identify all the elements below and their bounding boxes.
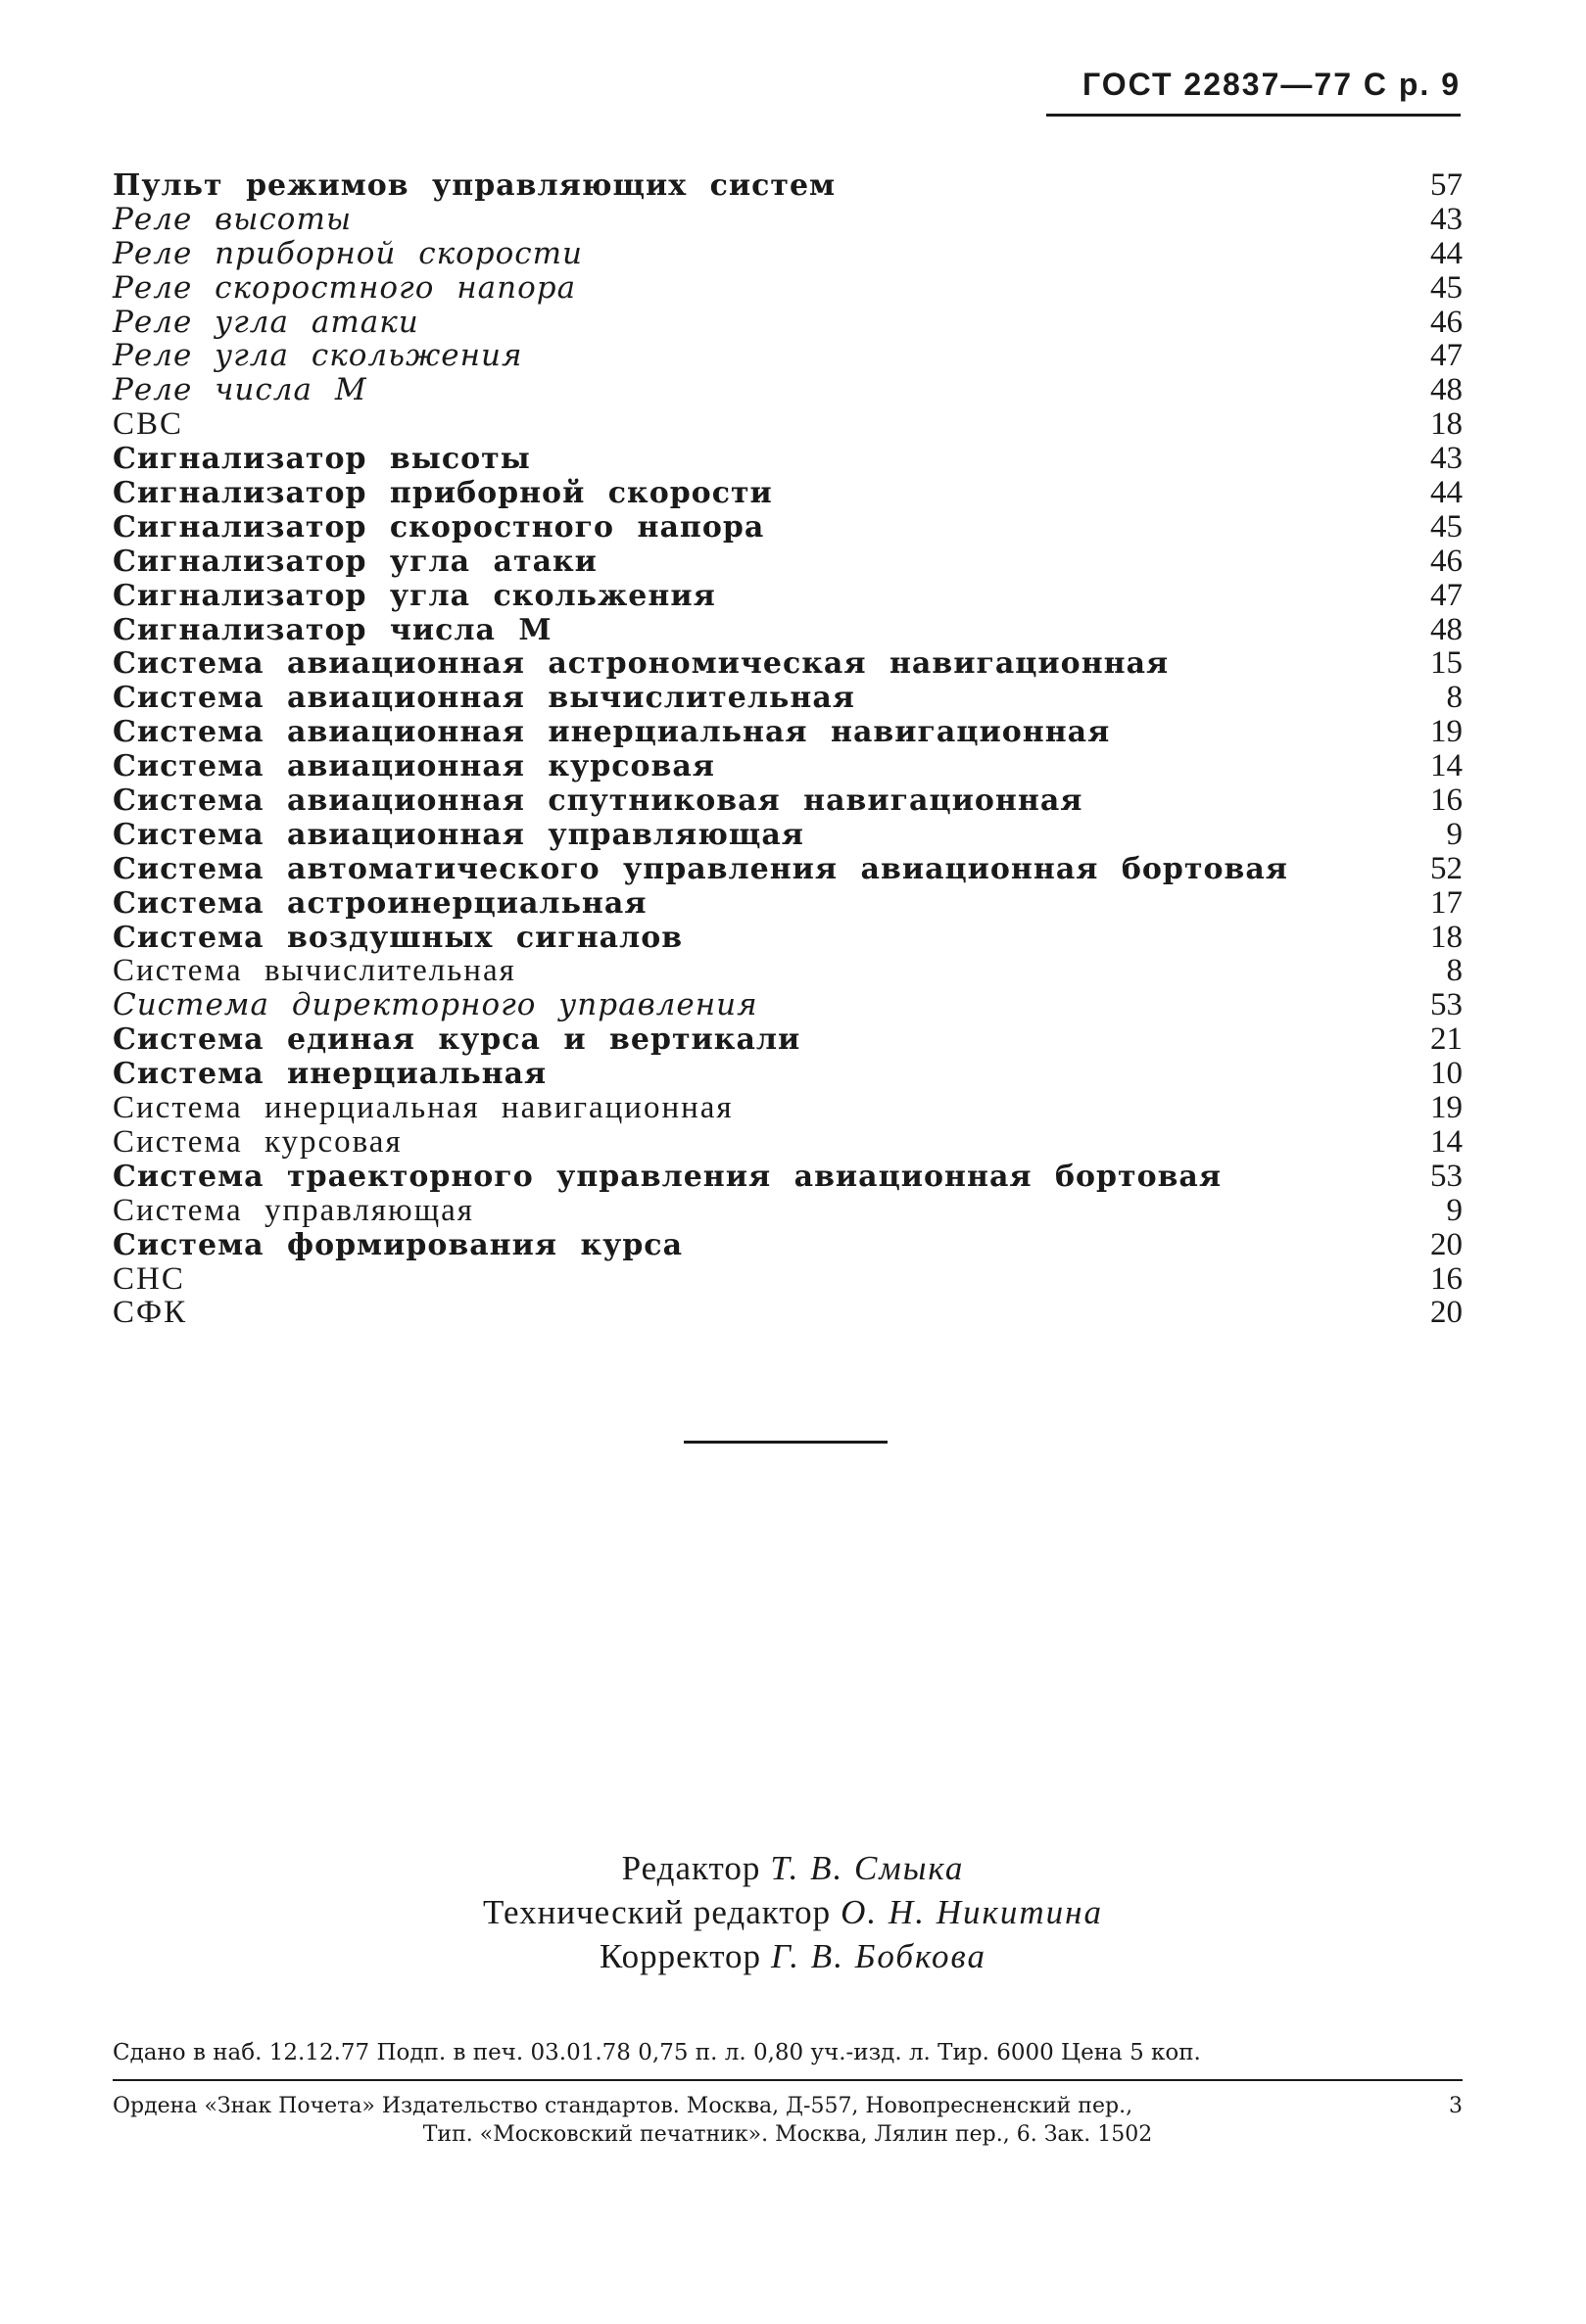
index-term: Реле числа М (113, 372, 367, 408)
index-entry (113, 886, 1463, 921)
index-page-number: 20 (1430, 1295, 1463, 1331)
index-term: Реле угла скольжения (113, 338, 523, 374)
index-term: Система траекторного управления авиационная бортовая (113, 1159, 1223, 1194)
index-term: Реле высоты (113, 201, 353, 237)
index-entry (113, 373, 1463, 407)
index-entry (113, 1091, 1463, 1125)
imprint-rule (113, 2079, 1463, 2081)
publisher-line-1-number: 3 (1449, 2094, 1463, 2118)
index-term: Система авиационная управляющая (113, 817, 804, 852)
index-term: Реле приборной скорости (113, 235, 584, 271)
index-entry (113, 1228, 1463, 1262)
index-page-number: 8 (1446, 680, 1463, 716)
index-page-number: 18 (1430, 406, 1463, 443)
credit-tech-editor (0, 1890, 1586, 1934)
index-entry (113, 476, 1463, 510)
page-header: ГОСТ 22837—77 С р. 9 (1082, 67, 1461, 102)
index-term: Сигнализатор высоты (113, 442, 531, 477)
index-entry (113, 749, 1463, 783)
index-page-number: 44 (1430, 475, 1463, 511)
credit-name: Т. В. Смыка (770, 1849, 965, 1887)
index-entry (113, 306, 1463, 340)
index-page-number: 19 (1430, 1090, 1463, 1126)
index-entry (113, 510, 1463, 545)
index-page-number: 20 (1430, 1226, 1463, 1262)
index-term: Реле скоростного напора (113, 269, 577, 306)
index-page-number: 18 (1430, 919, 1463, 955)
term-index (113, 168, 1463, 1330)
index-page-number: 9 (1446, 1192, 1463, 1228)
publisher-line-1: Ордена «Знак Почета» Издательство стандартов. Москва, Д-557, Новопресненский пер., (113, 2094, 1133, 2118)
index-page-number: 43 (1430, 441, 1463, 477)
index-entry (113, 954, 1463, 988)
index-page-number: 10 (1430, 1056, 1463, 1092)
index-term: Сигнализатор скоростного напора (113, 509, 765, 545)
credits-block (0, 1846, 1586, 1978)
credit-corrector (0, 1934, 1586, 1978)
index-entry (113, 1262, 1463, 1297)
index-page-number: 14 (1430, 748, 1463, 784)
index-entry (113, 1125, 1463, 1160)
index-entry (113, 715, 1463, 749)
index-page-number: 47 (1430, 338, 1463, 374)
index-term: Система воздушных сигналов (113, 920, 684, 955)
publisher-info (113, 2092, 1463, 2149)
index-entry (113, 1296, 1463, 1330)
index-entry (113, 1194, 1463, 1228)
index-page-number: 46 (1430, 543, 1463, 579)
section-divider (684, 1441, 888, 1444)
index-page-number: 48 (1430, 372, 1463, 408)
index-entry (113, 1160, 1463, 1194)
index-page-number: 47 (1430, 577, 1463, 613)
index-entry (113, 613, 1463, 647)
index-page-number: 16 (1430, 783, 1463, 819)
publisher-line-2: Тип. «Московский печатник». Москва, Лялин пер., 6. Зак. 1502 (422, 2122, 1153, 2147)
index-term: Система астроинерциальная (113, 885, 648, 921)
index-page-number: 14 (1430, 1123, 1463, 1160)
index-term: СФК (113, 1295, 188, 1331)
index-entry (113, 203, 1463, 237)
index-term: Сигнализатор угла атаки (113, 544, 598, 579)
index-page-number: 48 (1430, 611, 1463, 647)
index-term: Система курсовая (113, 1123, 403, 1160)
index-page-number: 15 (1430, 645, 1463, 682)
credit-name: О. Н. Никитина (841, 1893, 1103, 1931)
header-rule (1046, 114, 1461, 117)
index-page-number: 9 (1446, 816, 1463, 852)
index-page-number: 45 (1430, 508, 1463, 545)
index-term: Система авиационная астрономическая навигационная (113, 646, 1170, 682)
index-page-number: 52 (1430, 850, 1463, 886)
index-term: Система авиационная спутниковая навигационная (113, 783, 1083, 819)
index-term: Реле угла атаки (113, 304, 419, 340)
credit-name: Г. В. Бобкова (771, 1937, 986, 1975)
index-entry (113, 1057, 1463, 1091)
index-page-number: 53 (1430, 1158, 1463, 1194)
index-page-number: 16 (1430, 1260, 1463, 1297)
index-term: Система вычислительная (113, 953, 516, 989)
credit-role: Корректор (600, 1937, 762, 1975)
index-entry (113, 1022, 1463, 1057)
index-term: Система управляющая (113, 1192, 474, 1228)
index-term: Система инерциальная навигационная (113, 1090, 734, 1126)
index-term: Сигнализатор числа М (113, 612, 553, 647)
index-page-number: 21 (1430, 1021, 1463, 1058)
index-entry (113, 646, 1463, 681)
index-page-number: 8 (1446, 953, 1463, 989)
index-term: СНС (113, 1260, 185, 1297)
credit-role: Редактор (621, 1849, 761, 1887)
index-page-number: 17 (1430, 884, 1463, 921)
index-entry (113, 442, 1463, 476)
index-page-number: 57 (1430, 167, 1463, 203)
index-term: Система инерциальная (113, 1057, 548, 1092)
index-term: Сигнализатор угла скольжения (113, 578, 716, 613)
index-entry (113, 988, 1463, 1022)
index-entry (113, 783, 1463, 818)
print-imprint: Сдано в наб. 12.12.77 Подп. в печ. 03.01.78 0,75 п. л. 0,80 уч.-изд. л. Тир. 6000 Цена 5 коп. (113, 2040, 1201, 2065)
credit-editor (0, 1846, 1586, 1890)
index-entry (113, 818, 1463, 852)
index-entry (113, 407, 1463, 442)
index-term: Система авиационная курсовая (113, 749, 715, 784)
index-page-number: 44 (1430, 235, 1463, 271)
index-entry (113, 852, 1463, 886)
index-page-number: 45 (1430, 269, 1463, 306)
index-page-number: 53 (1430, 987, 1463, 1023)
index-entry (113, 579, 1463, 613)
index-term: Система директорного управления (113, 987, 758, 1023)
index-entry (113, 168, 1463, 203)
index-entry (113, 237, 1463, 271)
index-entry (113, 545, 1463, 579)
index-term: Система автоматического управления авиационная бортовая (113, 851, 1288, 886)
index-entry (113, 681, 1463, 715)
index-entry (113, 271, 1463, 306)
index-page-number: 19 (1430, 714, 1463, 750)
index-entry (113, 339, 1463, 373)
index-term: Система единая курса и вертикали (113, 1022, 801, 1058)
index-term: СВС (113, 406, 184, 443)
index-page-number: 46 (1430, 304, 1463, 340)
index-page-number: 43 (1430, 201, 1463, 237)
index-term: Система формирования курса (113, 1227, 684, 1262)
index-term: Сигнализатор приборной скорости (113, 476, 773, 511)
credit-role: Технический редактор (483, 1893, 832, 1931)
index-term: Система авиационная инерциальная навигационная (113, 715, 1111, 750)
index-term: Пульт режимов управляющих систем (113, 168, 837, 203)
index-term: Система авиационная вычислительная (113, 681, 855, 716)
index-entry (113, 921, 1463, 955)
